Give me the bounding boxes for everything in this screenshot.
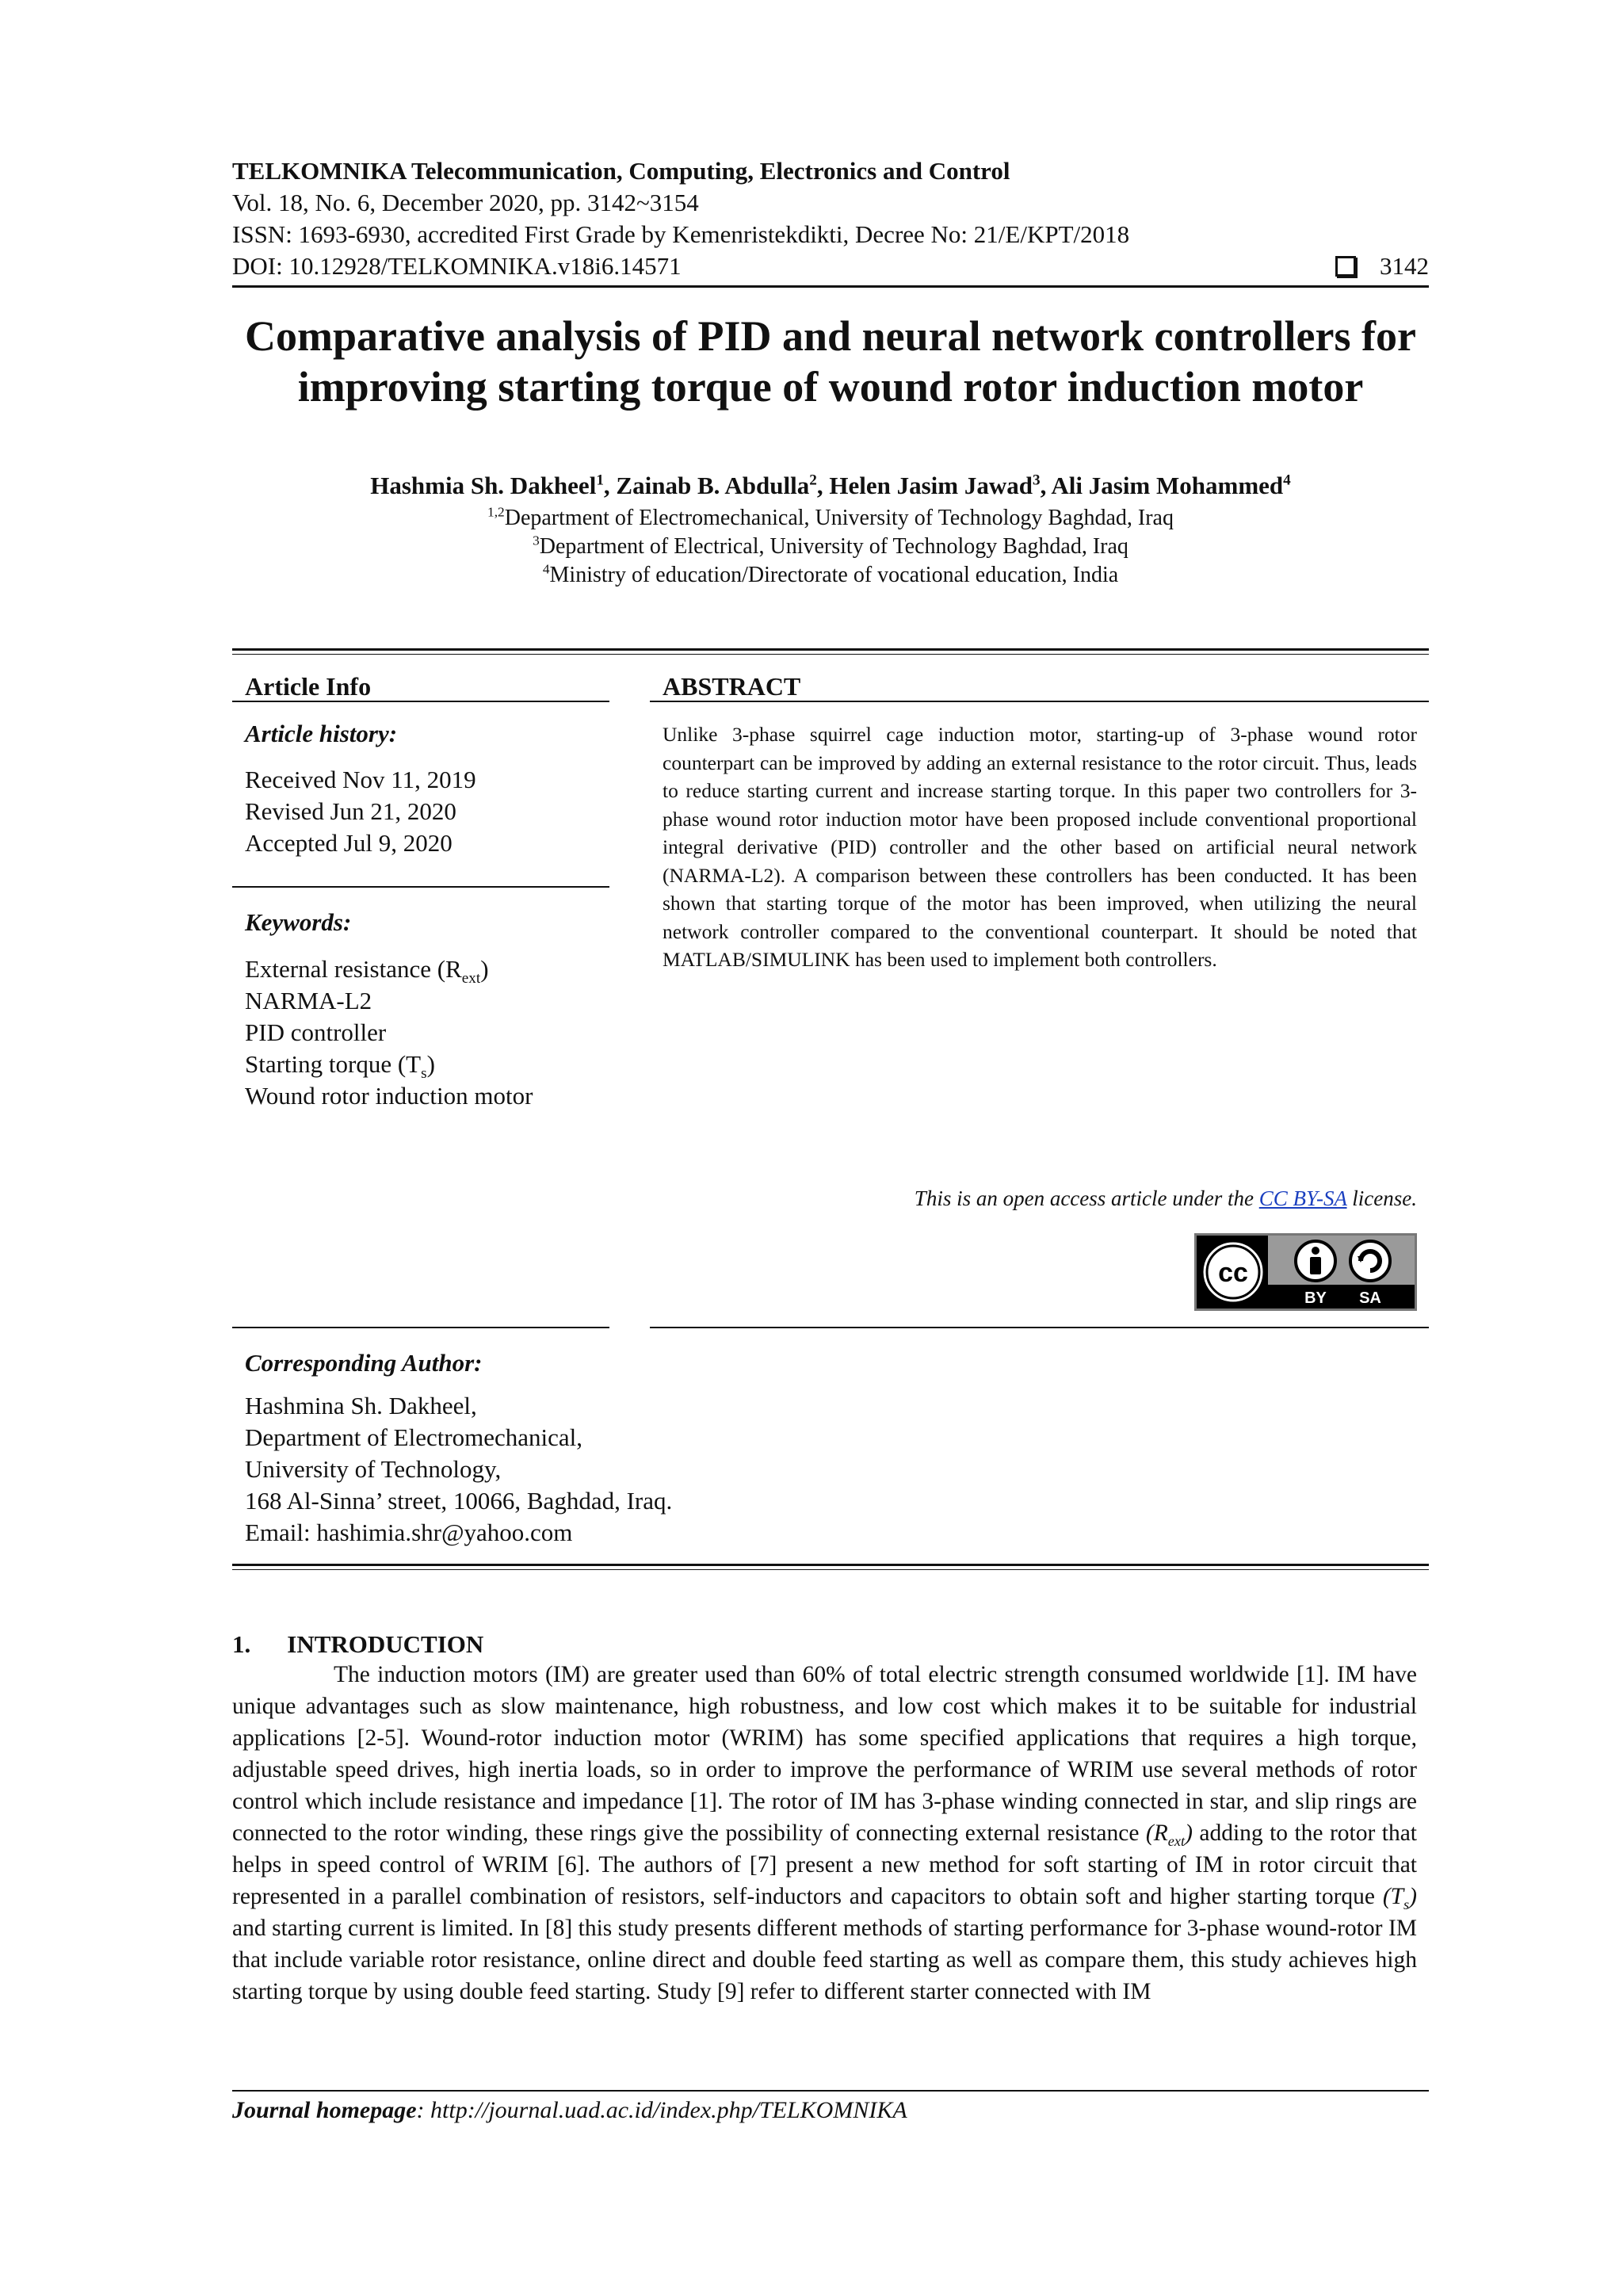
abstract-body: Unlike 3-phase squirrel cage induction motor, starting-up of 3-phase wound rotor counterpart can be improved by adding an external resistance to the rotor circuit. Thus, leads to reduce starting current and increase starting torque. In this paper two controllers for 3-phase wound rotor induction motor have been proposed include conventional proportional integral derivative (PID) controller and the other based on artificial neural network (NARMA-L2). A comparison between these controllers has been conducted. It has been shown that starting torque of the motor has been improved, when utilizing the neural network controller compared to the conventional counterpart. It should be noted that MATLAB/SIMULINK has been used to implement both controllers.	[663, 723, 1417, 971]
corr-dept: Department of Electromechanical,	[245, 1423, 583, 1451]
sa-text: SA	[1359, 1289, 1381, 1307]
author: Ali Jasim Mohammed	[1051, 472, 1284, 499]
journal-doi: DOI: 10.12928/TELKOMNIKA.v18i6.14571	[232, 252, 682, 280]
affiliation: $^3$Department of Electrical, University of Technology Baghdad, Iraq	[533, 533, 1128, 559]
cc-text: cc	[1218, 1258, 1248, 1288]
corr-left-rule	[232, 1327, 609, 1328]
author-list: Hashmia Sh. Dakheel$^1$, Zainab B. Abdulla$^2$, Helen Jasim Jawad$^3$, Ali Jasim Mohammed$^4$	[370, 472, 1291, 499]
abstract-rule	[650, 701, 1429, 702]
journal-footer	[232, 2097, 907, 2124]
corr-address: 168 Al-Sinna’ street, 10066, Baghdad, Iraq.	[245, 1487, 673, 1515]
keyword: Wound rotor induction motor	[245, 1082, 533, 1110]
keyword: External resistance $(R_{ext})$	[245, 955, 489, 988]
info-top-rule	[232, 648, 1429, 655]
footer-label: Journal homepage	[232, 2097, 417, 2123]
keywords-heading: Keywords:	[245, 908, 352, 936]
header-rule	[232, 285, 1429, 288]
keywords-list	[245, 953, 533, 1112]
article-history	[245, 764, 476, 859]
corresponding-author	[245, 1390, 672, 1549]
info-bottom-rule	[232, 1564, 1429, 1570]
introduction-body: The induction motors (IM) are greater used than 60% of total electric strength consumed worldwide [1]. IM have unique advantages such as slow maintenance, high robustness, and low cost which makes it to be suitable for industrial applications [2-5]. Wound-rotor induction motor (WRIM) has some specified applications that requires a high torque, adjustable speed drives, high inertia loads, so in order to improve the performance of WRIM use several methods of rotor control which include resistance and impedance [1]. The rotor of IM has 3-phase winding connected in star, and slip rings are connected to the rotor winding, these rings give the possibility of connecting external resistance $(R_{ext})$ adding to the rotor that helps in speed control of WRIM [6]. The authors of [7] present a new method for soft starting of IM in rotor circuit that represented in a parallel combination of resistors, self-inductors and capacitors to obtain soft and higher starting torque $(T_s)$ and starting current is limited. In [8] this study presents different methods of starting performance for 3-phase wound-rotor IM that include variable rotor resistance, online direct and double feed starting as well as compare them, this study achieves high starting torque by using double feed starting. Study [9] refer to different starter connected with IM	[232, 1662, 1417, 2004]
corr-univ: University of Technology,	[245, 1455, 502, 1483]
paper-title: Comparative analysis of PID and neural network controllers for improving starting torque of wound rotor induction motor	[245, 312, 1416, 411]
corr-right-rule	[650, 1327, 1429, 1328]
keyword: NARMA-L2	[245, 987, 372, 1014]
journal-name: TELKOMNIKA Telecommunication, Computing, Electronics and Control	[232, 157, 1010, 185]
article-info-rule	[232, 701, 609, 702]
footer-url[interactable]: : http://journal.uad.ac.id/index.php/TELKOMNIKA	[416, 2097, 907, 2123]
journal-header	[232, 155, 1429, 282]
corr-name: Hashmina Sh. Dakheel,	[245, 1392, 477, 1419]
history-rule	[232, 886, 609, 888]
journal-volume: Vol. 18, No. 6, December 2020, pp. 3142~3154	[232, 189, 699, 216]
article-history-heading: Article history:	[245, 720, 398, 747]
abstract-heading: ABSTRACT	[663, 672, 801, 701]
journal-issn: ISSN: 1693-6930, accredited First Grade by Kemenristekdikti, Decree No: 21/E/KPT/2018	[232, 220, 1130, 248]
cc-by-sa-badge[interactable]	[1194, 1233, 1417, 1311]
affiliation: $^4$Ministry of education/Directorate of vocational education, India	[542, 561, 1119, 587]
history-revised: Revised Jun 21, 2020	[245, 797, 456, 825]
cc-license-icon	[1197, 1236, 1415, 1308]
article-info-heading: Article Info	[245, 672, 372, 701]
by-text: BY	[1304, 1289, 1327, 1307]
corr-email: Email: hashimia.shr@yahoo.com	[245, 1519, 573, 1546]
page-number: 3142	[1380, 252, 1429, 280]
introduction-heading: 1. INTRODUCTION	[232, 1630, 484, 1658]
history-accepted: Accepted Jul 9, 2020	[245, 829, 453, 857]
cc-by-sa-link[interactable]: CC BY-SA	[1258, 1186, 1347, 1210]
author: Helen Jasim Jawad	[829, 472, 1033, 499]
affiliations	[232, 504, 1429, 590]
author: Hashmia Sh. Dakheel	[370, 472, 597, 499]
corresponding-heading: Corresponding Author:	[245, 1349, 483, 1377]
affiliation: $^{1,2}$Department of Electromechanical, University of Technology Baghdad, Iraq	[487, 504, 1174, 530]
footer-rule	[232, 2090, 1429, 2092]
keyword: PID controller	[245, 1018, 387, 1046]
keyword: Starting torque $(T_s)$	[245, 1050, 435, 1083]
square-bullet-icon	[1335, 256, 1356, 277]
open-access-notice: This is an open access article under the CC BY-SA license.	[914, 1186, 1417, 1210]
history-received: Received Nov 11, 2019	[245, 766, 476, 793]
author: Zainab B. Abdulla	[616, 472, 810, 499]
